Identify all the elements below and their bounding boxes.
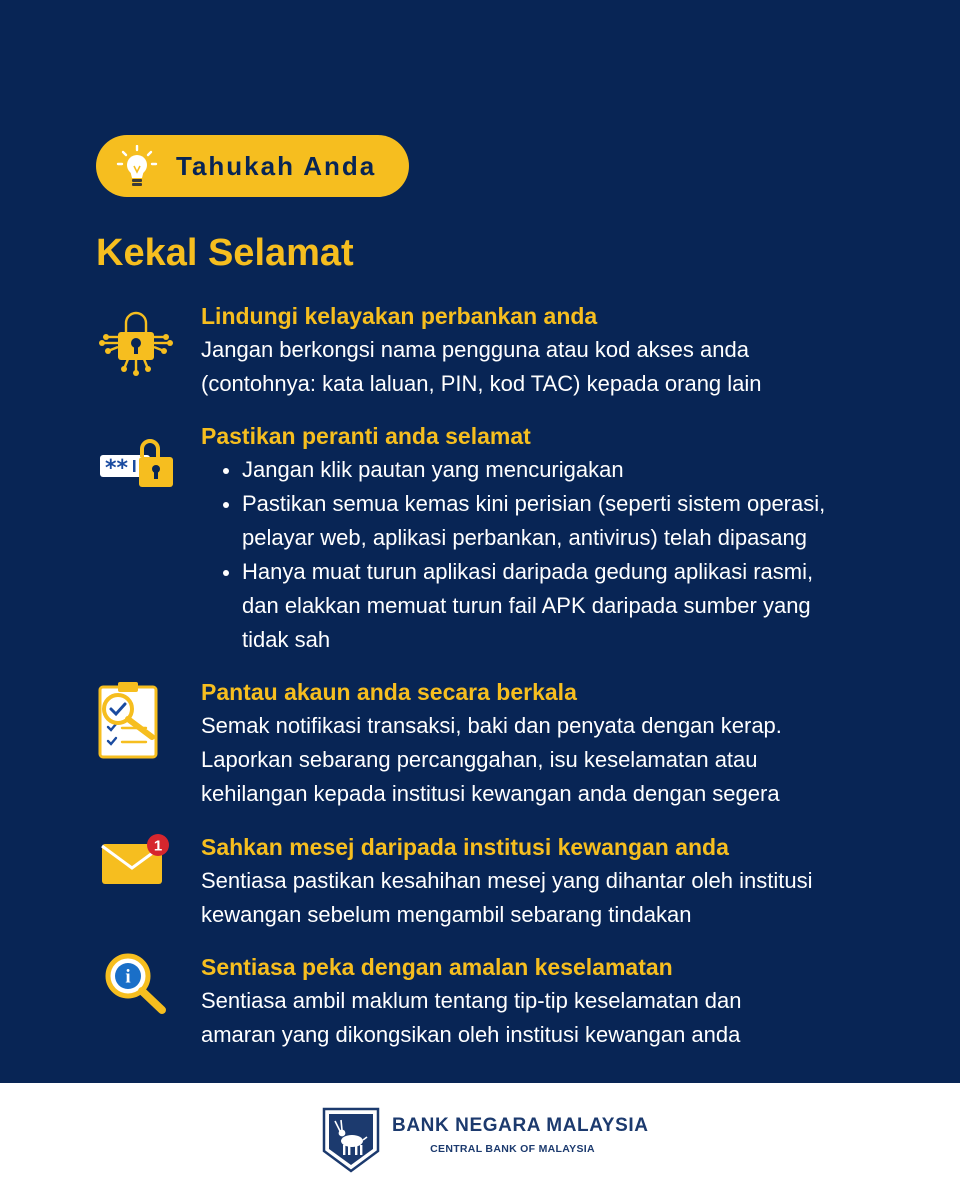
tip-title: Lindungi kelayakan perbankan anda (201, 303, 598, 329)
tip-line: Jangan berkongsi nama pengguna atau kod akses anda (201, 337, 749, 362)
tip-line: Sentiasa ambil maklum tentang tip-tip keselamatan dan (201, 988, 742, 1013)
info-magnifier-icon (96, 950, 176, 1030)
bank-name: BANK NEGARA MALAYSIA (392, 1115, 649, 1136)
info-glyph: i (125, 966, 131, 988)
badge-label: Tahukah Anda (176, 151, 377, 181)
bank-crest-logo (322, 1107, 380, 1173)
bullet-line: Hanya muat turun aplikasi daripada gedung aplikasi rasmi, (242, 559, 814, 584)
bullet-line: pelayar web, aplikasi perbankan, antivirus) telah dipasang (242, 525, 808, 550)
tip-title: Pastikan peranti anda selamat (201, 423, 531, 449)
bullet-item (201, 555, 901, 657)
tahukah-anda-badge (96, 135, 409, 197)
tip-line: (contohnya: kata laluan, PIN, kod TAC) kepada orang lain (201, 371, 762, 396)
footer (0, 1083, 960, 1200)
notification-count: 1 (153, 837, 163, 855)
page-title: Kekal Selamat (96, 232, 354, 274)
tip-line: Semak notifikasi transaksi, baki dan penyata dengan kerap. (201, 713, 782, 738)
bullet-line: Jangan klik pautan yang mencurigakan (242, 457, 624, 482)
bullet-item (201, 453, 901, 487)
bullet-item (201, 487, 901, 555)
password-lock-icon (96, 427, 176, 507)
circuit-lock-icon (96, 303, 176, 383)
tip-line: amaran yang dikongsikan oleh institusi kewangan anda (201, 1022, 741, 1047)
lightbulb-icon (114, 145, 160, 189)
bullet-line: tidak sah (242, 627, 331, 652)
tip-bullet-list (201, 453, 901, 657)
bullet-line: dan elakkan memuat turun fail APK daripada sumber yang (242, 593, 811, 618)
tip-line: Sentiasa pastikan kesahihan mesej yang dihantar oleh institusi (201, 868, 813, 893)
envelope-notification-icon (96, 830, 176, 910)
svg-text:**: ** (105, 456, 129, 481)
tip-line: kehilangan kepada institusi kewangan anda dengan segera (201, 781, 780, 806)
tip-title: Pantau akaun anda secara berkala (201, 679, 577, 705)
tip-title: Sentiasa peka dengan amalan keselamatan (201, 954, 673, 980)
tip-line: kewangan sebelum mengambil sebarang tindakan (201, 902, 692, 927)
tip-line: Laporkan sebarang percanggahan, isu keselamatan atau (201, 747, 758, 772)
bank-subtitle: CENTRAL BANK OF MALAYSIA (430, 1143, 595, 1155)
bullet-line: Pastikan semua kemas kini perisian (seperti sistem operasi, (242, 491, 826, 516)
clipboard-magnifier-icon (96, 679, 176, 759)
tip-title: Sahkan mesej daripada institusi kewangan anda (201, 834, 729, 860)
